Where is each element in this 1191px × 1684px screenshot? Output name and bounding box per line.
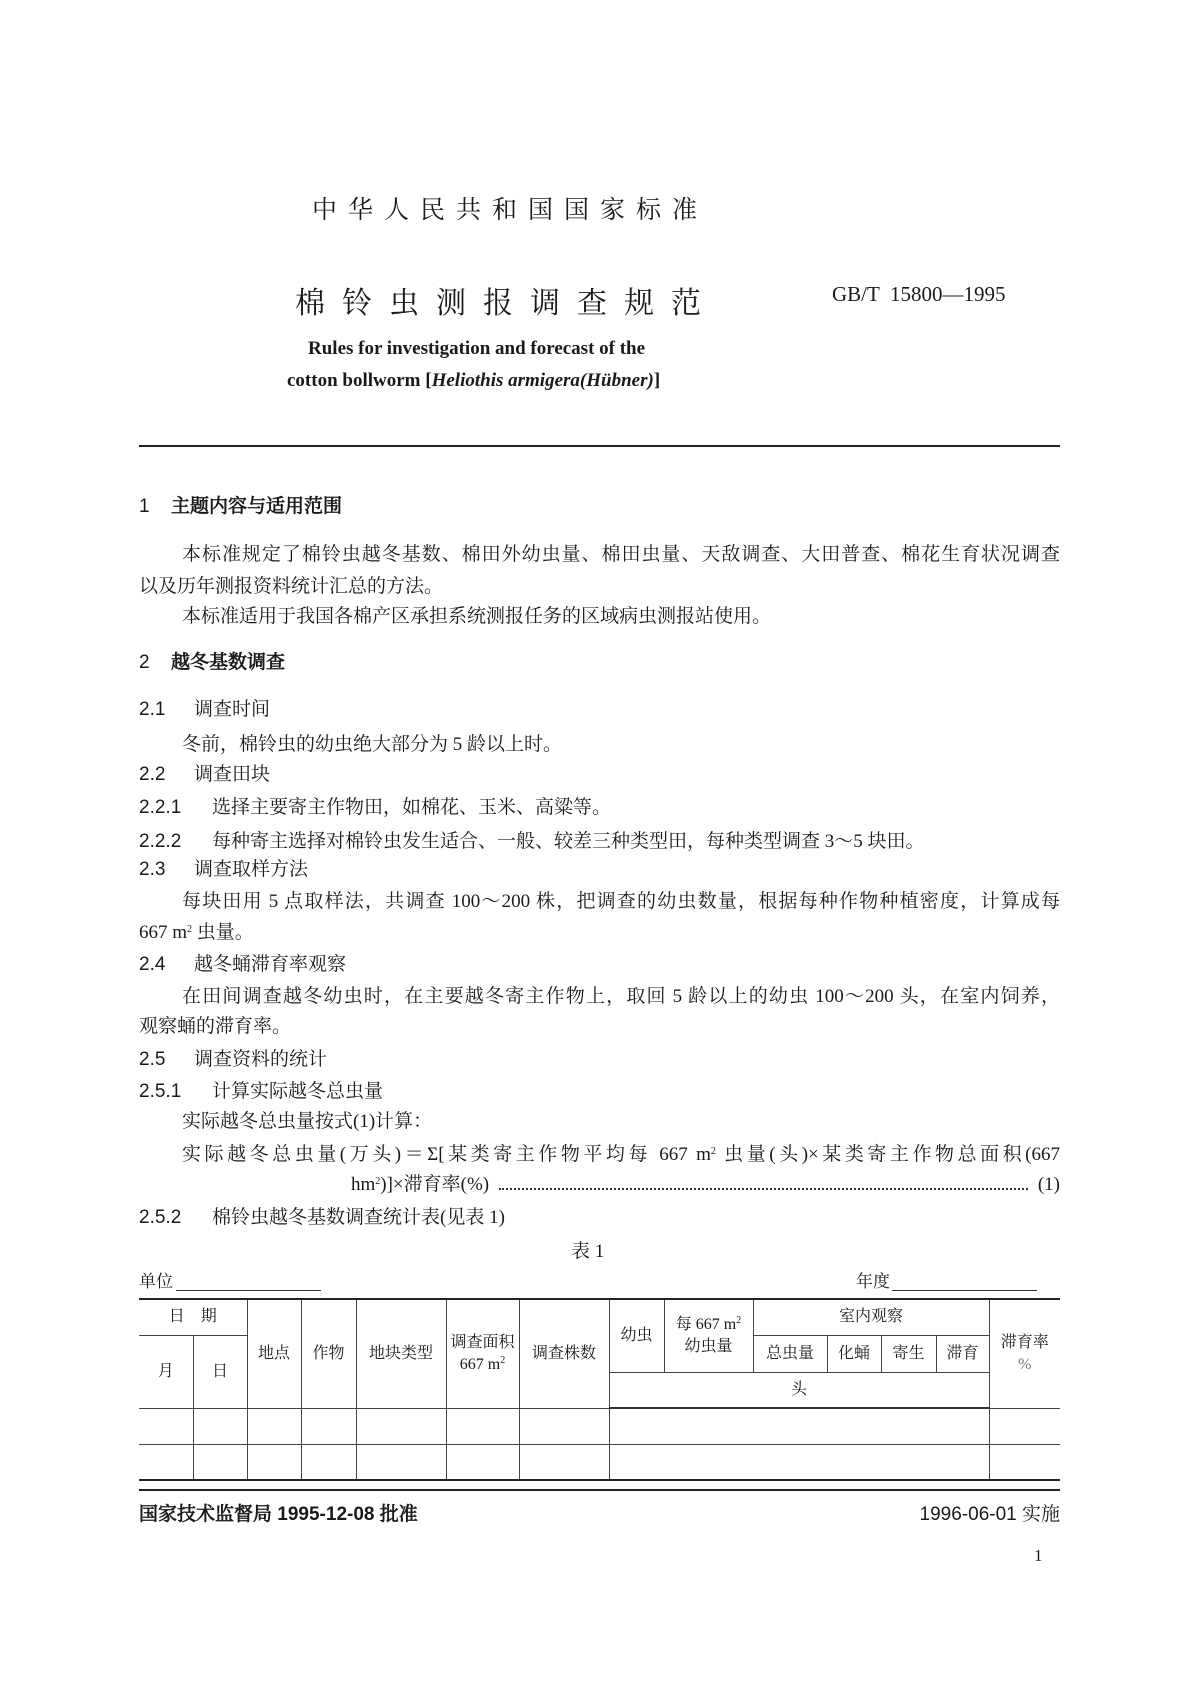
document-title: 棉铃虫测报调查规范	[295, 287, 718, 320]
col-header-plot-type: 地块类型	[356, 1299, 446, 1408]
table-cell[interactable]	[519, 1408, 609, 1444]
clause-title: 计算实际越冬总虫量	[212, 1081, 384, 1102]
table-row	[139, 1408, 1060, 1444]
standard-code: GB/T 15800—1995	[832, 282, 1006, 306]
footer-rule	[139, 1489, 1060, 1491]
formula-part: $hm^2)]\times$滞育率(%)	[351, 1174, 490, 1195]
table-cell[interactable]	[193, 1408, 247, 1444]
superscript: 2	[375, 1176, 381, 1187]
unit-head-count: 头	[609, 1372, 989, 1408]
col-header-month: 月	[139, 1335, 193, 1408]
clause-title: 越冬蛹滞育率观察	[194, 954, 347, 975]
formula-line1	[182, 1143, 1060, 1167]
standard-name: 中华人民共和国国家标准	[312, 196, 709, 224]
paragraph-line: 在田间调查越冬幼虫时，在主要越冬寄主作物上，取回 5 龄以上的幼虫 100～200 头，在室内饲养，	[182, 986, 1060, 1007]
paragraph-line: 本标准适用于我国各棉产区承担系统测报任务的区域病虫测报站使用。	[182, 606, 772, 627]
col-header-diapause-rate: 滞育率 %	[989, 1299, 1060, 1408]
header-rule	[139, 445, 1060, 447]
table-cell[interactable]	[247, 1444, 301, 1480]
clause-number: 2.3	[139, 859, 166, 880]
table-cell[interactable]	[139, 1444, 193, 1480]
col-header-larvae: 幼虫	[609, 1299, 664, 1372]
table-cell[interactable]	[139, 1408, 193, 1444]
col-header-date: 日 期	[139, 1299, 247, 1335]
leader-dots	[499, 1188, 1028, 1190]
col-header-day: 日	[193, 1335, 247, 1408]
section-number: 2	[139, 652, 150, 673]
section-heading: 越冬基数调查	[171, 652, 286, 673]
clause-number: 2.1	[139, 699, 166, 720]
col-header-crop: 作物	[301, 1299, 356, 1408]
species-name: Heliothis armigera	[431, 370, 580, 391]
col-header-larvae-per-area: 每 667 $m^2$ 幼虫量	[664, 1299, 753, 1372]
overwintering-survey-table	[139, 1298, 1060, 1481]
table-cell[interactable]	[301, 1444, 356, 1480]
table-cell[interactable]	[609, 1444, 989, 1480]
formula-line2	[351, 1173, 1060, 1197]
area-text: 虫量。	[192, 922, 254, 943]
english-title-line1: Rules for investigation and forecast of the	[308, 338, 646, 359]
formula-number: (1)	[1037, 1174, 1060, 1195]
col-header-diapause: 滞育	[936, 1335, 989, 1372]
area-value: 667 m	[139, 922, 188, 943]
col-header-total: 总虫量	[753, 1335, 827, 1372]
species-author: (Hübner)	[579, 370, 654, 391]
clause-title: 调查时间	[194, 699, 271, 720]
table-cell[interactable]	[989, 1408, 1060, 1444]
col-header-area: 调查面积 667 $m^2$	[446, 1299, 519, 1408]
page-number: 1	[1034, 1546, 1043, 1565]
unit-label: 单位	[139, 1272, 173, 1291]
english-title-prefix: cotton bollworm [	[287, 370, 432, 391]
table-cell[interactable]	[356, 1408, 446, 1444]
table-cell[interactable]	[446, 1444, 519, 1480]
col-header-indoor: 室内观察	[753, 1299, 989, 1335]
col-header-parasitized: 寄生	[881, 1335, 936, 1372]
table-cell[interactable]	[301, 1408, 356, 1444]
unit-field[interactable]	[176, 1290, 321, 1291]
table-caption: 表 1	[571, 1241, 605, 1262]
formula-part: 实际越冬总虫量(万头)＝Σ[某类寄主作物平均每 667 m	[182, 1144, 711, 1165]
clause-number: 2.5.1	[139, 1081, 182, 1102]
paragraph-line	[139, 921, 254, 945]
clause-text: 选择主要寄主作物田，如棉花、玉米、高粱等。	[212, 797, 612, 818]
table-cell[interactable]	[247, 1408, 301, 1444]
clause-text: 每种寄主选择对棉铃虫发生适合、一般、较差三种类型田，每种类型调查 3～5 块田。	[212, 831, 925, 852]
col-header-pupated: 化蛹	[827, 1335, 881, 1372]
table-cell[interactable]	[356, 1444, 446, 1480]
clause-number: 2.4	[139, 954, 166, 975]
clause-title: 调查取样方法	[194, 859, 309, 880]
table-cell[interactable]	[446, 1408, 519, 1444]
section-heading: 主题内容与适用范围	[171, 496, 343, 517]
paragraph-line: 观察蛹的滞育率。	[139, 1016, 292, 1037]
clause-title: 调查资料的统计	[194, 1049, 328, 1070]
formula-part: 虫量(头)×某类寄主作物总面积(667	[715, 1144, 1060, 1165]
year-label: 年度	[856, 1272, 890, 1291]
english-title-suffix: ]	[653, 370, 661, 391]
paragraph-line: 每块田用 5 点取样法，共调查 100～200 株，把调查的幼虫数量，根据每种作物种植密度，计算成每	[182, 891, 1060, 912]
paragraph-line: 实际越冬总虫量按式(1)计算：	[182, 1111, 433, 1132]
table-cell[interactable]	[193, 1444, 247, 1480]
section-number: 1	[139, 496, 150, 517]
col-header-plants: 调查株数	[519, 1299, 609, 1408]
effective-date: 1996-06-01 实施	[919, 1504, 1060, 1525]
clause-number: 2.2	[139, 764, 166, 785]
approval-info: 国家技术监督局 1995-12-08 批准	[139, 1504, 418, 1525]
table-cell[interactable]	[989, 1444, 1060, 1480]
superscript: 2	[187, 924, 193, 935]
clause-title: 调查田块	[194, 764, 271, 785]
clause-number: 2.5	[139, 1049, 166, 1070]
col-header-location: 地点	[247, 1299, 301, 1408]
table-cell[interactable]	[519, 1444, 609, 1480]
clause-number: 2.2.2	[139, 831, 182, 852]
paragraph-line: 本标准规定了棉铃虫越冬基数、棉田外幼虫量、棉田虫量、天敌调查、大田普查、棉花生育状况调查	[182, 544, 1060, 565]
year-field[interactable]	[892, 1290, 1037, 1291]
superscript: 2	[710, 1146, 716, 1157]
clause-text: 棉铃虫越冬基数调查统计表(见表 1)	[212, 1207, 505, 1228]
table-row	[139, 1444, 1060, 1480]
paragraph-line: 以及历年测报资料统计汇总的方法。	[139, 576, 444, 597]
clause-number: 2.2.1	[139, 797, 182, 818]
english-title-line2	[287, 370, 660, 392]
paragraph-line: 冬前，棉铃虫的幼虫绝大部分为 5 龄以上时。	[182, 734, 563, 755]
clause-number: 2.5.2	[139, 1207, 182, 1228]
table-cell[interactable]	[609, 1408, 989, 1444]
